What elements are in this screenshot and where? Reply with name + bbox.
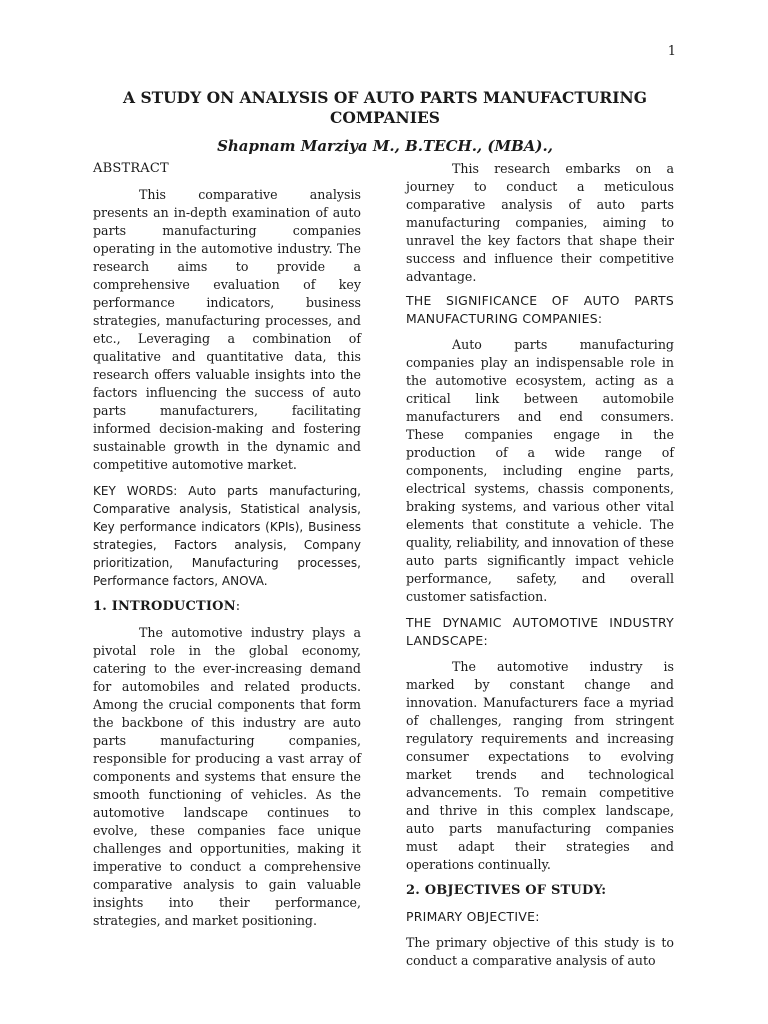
- primary-objective-body: The primary objective of this study is to conduct a comparative analysis of auto: [406, 935, 674, 968]
- right-column: [406, 160, 674, 970]
- introduction-heading-text: 1. INTRODUCTION: [93, 599, 236, 614]
- significance-heading: THE SIGNIFICANCE OF AUTO PARTS MANUFACTURING COMPANIES:: [406, 293, 674, 326]
- research-intro-paragraph: This research embarks on a journey to conduct a meticulous comparative analysis of auto parts manufacturing companies, aiming to unravel the key factors that shape their success and influence their competitive advantage.: [406, 161, 674, 284]
- introduction-body: The automotive industry plays a pivotal role in the global economy, catering to the ever-increasing demand for automobiles and related products. Among the crucial components that form the backbone of this industry are auto parts manufacturing companies, responsible for producing a vast array of components and systems that ensure the smooth functioning of vehicles. As the automotive landscape continues to evolve, these companies face unique challenges and opportunities, making it imperative to conduct a comprehensive comparative analysis to gain valuable insights into their performance, strategies, and market positioning.: [93, 625, 361, 928]
- significance-body: Auto parts manufacturing companies play an indispensable role in the automotive ecosystem, acting as a critical link between automobile manufacturers and end consumers. These companies engage in the production of a wide range of components, including engine parts, electrical systems, chassis components, braking systems, and various other vital elements that constitute a vehicle. The quality, reliability, and innovation of these auto parts significantly impact vehicle performance, safety, and overall customer satisfaction.: [406, 337, 674, 604]
- primary-objective-heading: PRIMARY OBJECTIVE:: [406, 909, 540, 924]
- abstract-heading: ABSTRACT: [93, 161, 169, 176]
- landscape-body: The automotive industry is marked by constant change and innovation. Manufacturers face a myriad of challenges, ranging from stringent regulatory requirements and increasing consumer expectations to evolving market trends and technological advancements. To remain competitive and thrive in this complex landscape, auto parts manufacturing companies must adapt their strategies and operations continually.: [406, 659, 674, 872]
- paper-title: A STUDY ON ANALYSIS OF AUTO PARTS MANUFACTURING COMPANIES: [123, 88, 647, 127]
- objectives-heading: 2. OBJECTIVES OF STUDY:: [406, 883, 607, 898]
- left-column: [93, 160, 361, 930]
- author-line: Shapnam Marziya M., B.TECH., (MBA).,: [217, 137, 553, 155]
- abstract-body: This comparative analysis presents an in-depth examination of auto parts manufacturing companies operating in the automotive industry. The research aims to provide a comprehensive evaluation of key performance indicators, business strategies, manufacturing processes, and etc., Leveraging a combination of qualitative and quantitative data, this research offers valuable insights into the factors influencing the success of auto parts manufacturers, facilitating informed decision-making and fostering sustainable growth in the dynamic and competitive automotive market.: [93, 187, 361, 472]
- introduction-heading: [93, 598, 361, 616]
- introduction-heading-colon: :: [235, 599, 241, 614]
- landscape-heading: THE DYNAMIC AUTOMOTIVE INDUSTRY LANDSCAPE:: [406, 615, 674, 648]
- keywords-paragraph: KEY WORDS: Auto parts manufacturing, Comparative analysis, Statistical analysis, Key performance indicators (KPIs), Business strategies, Factors analysis, Company prioritization, Manufacturing processes, Performance factors, ANOVA.: [93, 484, 361, 588]
- page-number: 1: [667, 44, 676, 59]
